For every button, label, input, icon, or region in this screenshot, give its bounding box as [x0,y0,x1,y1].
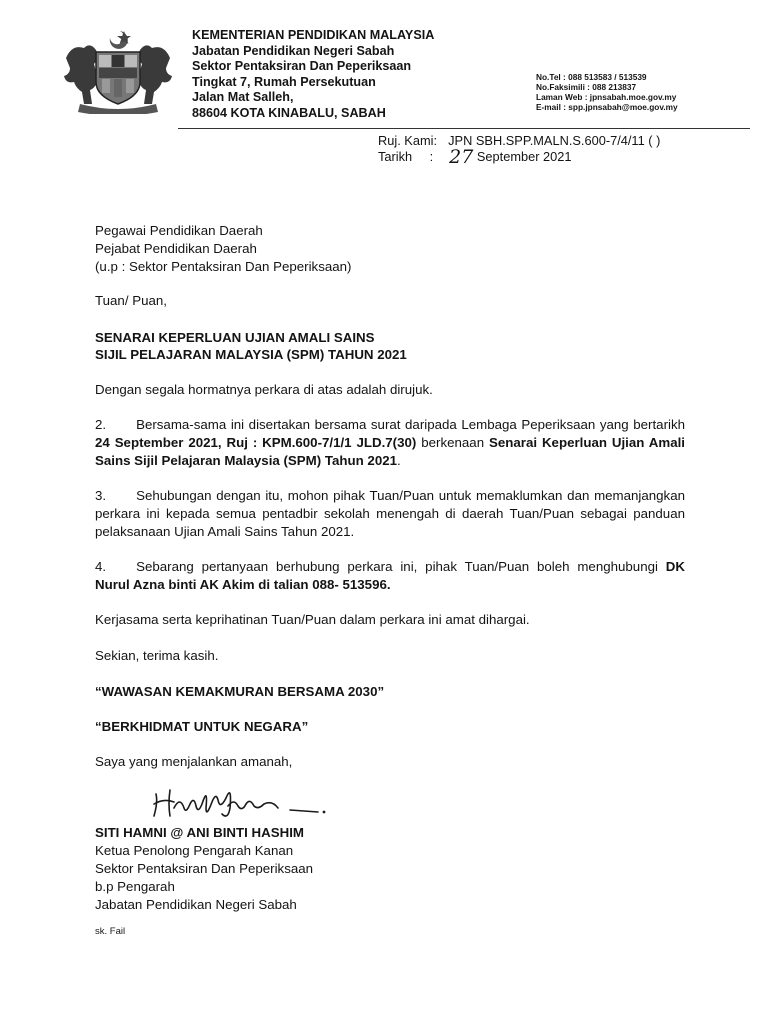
paragraph-number: 3. [95,488,107,503]
contact-website: Laman Web : jpnsabah.moe.gov.my [536,92,677,102]
address-line: Tingkat 7, Rumah Persekutuan [192,74,376,89]
recipient-line: Pejabat Pendidikan Daerah [95,241,257,256]
letterhead-divider [178,128,750,129]
motto-berkhidmat: “BERKHIDMAT UNTUK NEGARA” [95,719,309,734]
department-name: Jabatan Pendidikan Negeri Sabah [192,43,395,58]
carbon-copy: sk. Fail [95,926,126,937]
signatory-department: Jabatan Pendidikan Negeri Sabah [95,897,297,912]
paragraph-2: 2. Bersama-sama ini disertakan bersama surat daripada Lembaga Peperiksaan yang bertarikh 24 September 2021, Ruj : KPM.600-7/1/1 JLD.7(30) berkenaan Senarai Keperluan Ujian Amali Sains Sijil Pelajaran Malaysia (SPM) Tahun 2021. [95,417,685,468]
signatory-name: SITI HAMNI @ ANI BINTI HASHIM [95,825,304,840]
recipient-line: (u.p : Sektor Pentaksiran Dan Peperiksaan) [95,259,352,274]
paragraph-5: Kerjasama serta keprihatinan Tuan/Puan dalam perkara ini amat dihargai. [95,612,530,627]
handwritten-signature [150,780,330,822]
recipient-line: Pegawai Pendidikan Daerah [95,223,263,238]
closing-line: Sekian, terima kasih. [95,648,219,663]
right-tiger-icon [138,45,172,104]
address-line: 88604 KOTA KINABALU, SABAH [192,105,386,120]
sector-name: Sektor Pentaksiran Dan Peperiksaan [192,59,412,73]
date-month-year: September 2021 [476,149,572,164]
subject-line: SIJIL PELAJARAN MALAYSIA (SPM) TAHUN 2021 [95,347,407,362]
signatory-title: Ketua Penolong Pengarah Kanan [95,843,294,858]
contact-person-bold: DK Nurul Azna binti AK Akim di talian 088- 513596. [95,559,685,592]
address-line: Jalan Mat Salleh, [192,90,294,104]
ministry-name: KEMENTERIAN PENDIDIKAN MALAYSIA [192,28,435,42]
paragraph-4: 4. Sebarang pertanyaan berhubung perkara ini, pihak Tuan/Puan boleh menghubungi DK Nurul Azna binti AK Akim di talian 088- 513596. [95,559,685,592]
left-tiger-icon [64,45,98,104]
paragraph-number: 2. [95,417,107,432]
trust-line: Saya yang menjalankan amanah, [95,754,293,769]
paragraph-3: 3. Sehubungan dengan itu, mohon pihak Tuan/Puan untuk memaklumkan dan memanjangkan perkara ini kepada semua pentadbir sekolah menengah di daerah Tuan/Puan sebagai panduan pelaksanaan Ujian Amali Sains Tahun 2021. [95,488,685,539]
subject-bold: Senarai Keperluan Ujian Amali Sains Sijil Pelajaran Malaysia (SPM) Tahun 2021 [95,435,685,468]
date-colon: : [429,149,434,164]
reference-label: Ruj. Kami: [378,133,438,148]
reference-line [378,133,660,149]
salutation: Tuan/ Puan, [95,293,167,308]
motto-wawasan: “WAWASAN KEMAKMURAN BERSAMA 2030” [95,684,385,699]
paragraph-1: Dengan segala hormatnya perkara di atas adalah dirujuk. [95,382,433,397]
date-line [378,146,572,168]
contact-fax: No.Faksimili : 088 213837 [536,82,637,92]
date-label: Tarikh [378,149,413,164]
subject-line: SENARAI KEPERLUAN UJIAN AMALI SAINS [95,330,375,345]
paragraph-number: 4. [95,559,107,574]
handwritten-day: 27 [449,146,474,168]
motto-ribbon [78,104,158,114]
signatory-sector: Sektor Pentaksiran Dan Peperiksaan [95,861,314,876]
signatory-on-behalf: b.p Pengarah [95,879,175,894]
reference-bold: 24 September 2021, Ruj : KPM.600-7/1/1 JLD.7(30) [95,435,417,450]
contact-email: E-mail : spp.jpnsabah@moe.gov.my [536,102,678,112]
contact-phone: No.Tel : 088 513583 / 513539 [536,72,647,82]
reference-number: JPN SBH.SPP.MALN.S.600-7/4/11 ( ) [448,133,661,148]
coat-of-arms-logo [58,28,178,114]
